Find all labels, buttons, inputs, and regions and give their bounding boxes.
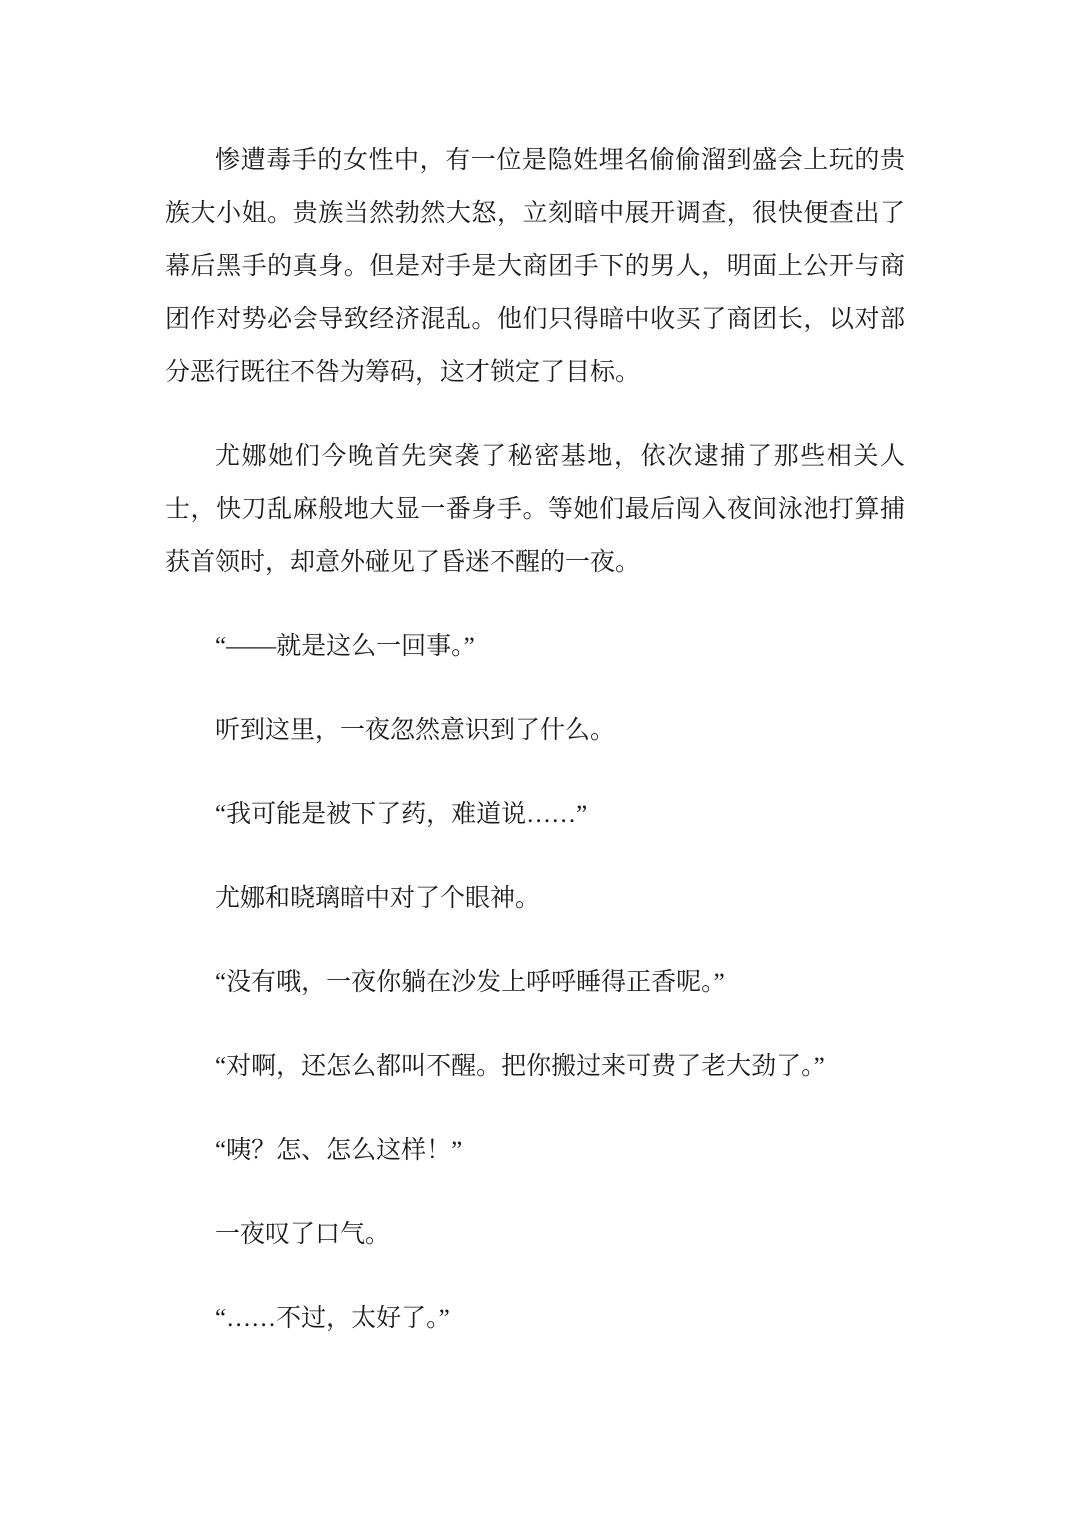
paragraph-narration-4: 尤娜和晓璃暗中对了个眼神。 [215, 885, 541, 912]
paragraph-dialogue-5: “咦？怎、怎么这样！” [215, 1137, 463, 1164]
paragraph-dialogue-4: “对啊，还怎么都叫不醒。把你搬过来可费了老大劲了。” [215, 1053, 825, 1080]
paragraph-dialogue-3: “没有哦，一夜你躺在沙发上呼呼睡得正香呢。” [215, 969, 725, 996]
paragraph-dialogue-1: “——就是这么一回事。” [215, 633, 475, 660]
paragraph-dialogue-2: “我可能是被下了药，难道说……” [215, 801, 588, 828]
paragraph-narration-5: 一夜叹了口气。 [215, 1221, 391, 1248]
paragraph-narration-3: 听到这里，一夜忽然意识到了什么。 [215, 717, 616, 744]
paragraph-narration-2: 尤娜她们今晚首先突袭了秘密基地，依次逮捕了那些相关人士，快刀乱麻般地大显一番身手。等她们最后闯入夜间泳池打算捕获首领时，却意外碰见了昏迷不醒的一夜。 [165, 443, 905, 576]
paragraph-narration-1: 惨遭毒手的女性中，有一位是隐姓埋名偷偷溜到盛会上玩的贵族大小姐。贵族当然勃然大怒，立刻暗中展开调查，很快便查出了幕后黑手的真身。但是对手是大商团手下的男人，明面上公开与商团作对势必会导致经济混乱。他们只得暗中收买了商团长，以对部分恶行既往不咎为筹码，这才锁定了目标。 [165, 147, 905, 386]
paragraph-dialogue-6: “……不过，太好了。” [215, 1305, 450, 1332]
